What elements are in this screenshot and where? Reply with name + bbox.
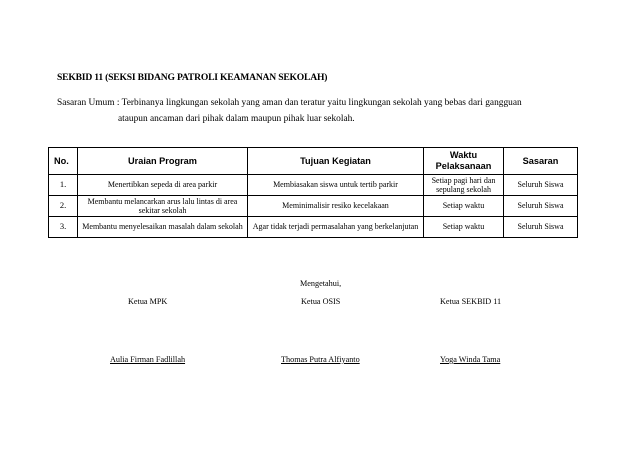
general-goal-line2: ataupun ancaman dari pihak dalam maupun pihak luar sekolah. (118, 114, 355, 124)
osis-title: Ketua OSIS (301, 297, 341, 306)
sekbid-title: Ketua SEKBID 11 (440, 297, 502, 306)
cell-time: Setiap waktu (424, 217, 504, 238)
cell-target: Seluruh Siswa (504, 175, 578, 196)
cell-program: Membantu menyelesaikan masalah dalam sekolah (78, 217, 248, 238)
osis-signatory-name (281, 355, 360, 364)
acknowledged-label: Mengetahui, (300, 279, 342, 288)
cell-no: 3. (49, 217, 78, 238)
header-time: Waktu Pelaksanaan (424, 148, 504, 175)
cell-time: Setiap pagi hari dan sepulang sekolah (424, 175, 504, 196)
cell-purpose: Membiasakan siswa untuk tertib parkir (248, 175, 424, 196)
header-target: Sasaran (504, 148, 578, 175)
mpk-title: Ketua MPK (128, 297, 168, 306)
cell-purpose: Agar tidak terjadi permasalahan yang berkelanjutan (248, 217, 424, 238)
header-program: Uraian Program (78, 148, 248, 175)
program-table (48, 147, 578, 238)
table-header-row (49, 148, 578, 175)
cell-time: Setiap waktu (424, 196, 504, 217)
general-goal-line1: Sasaran Umum : Terbinanya lingkungan sekolah yang aman dan teratur yaitu lingkungan sekolah yang bebas dari gangguan (57, 98, 522, 108)
header-purpose: Tujuan Kegiatan (248, 148, 424, 175)
table-row (49, 217, 578, 238)
mpk-signatory-name (110, 355, 185, 364)
cell-no: 1. (49, 175, 78, 196)
cell-program: Membantu melancarkan arus lalu lintas di area sekitar sekolah (78, 196, 248, 217)
mpk-name: Aulia Firman Fadlillah (110, 355, 186, 364)
osis-name: Thomas Putra Alfiyanto (281, 355, 360, 364)
general-goal (57, 95, 597, 127)
header-no: No. (49, 148, 78, 175)
sekbid-name: Yoga Winda Tama (440, 355, 501, 364)
cell-purpose: Meminimalisir resiko kecelakaan (248, 196, 424, 217)
cell-target: Seluruh Siswa (504, 196, 578, 217)
cell-program: Menertibkan sepeda di area parkir (78, 175, 248, 196)
cell-no: 2. (49, 196, 78, 217)
cell-target: Seluruh Siswa (504, 217, 578, 238)
table-row (49, 175, 578, 196)
table-row (49, 196, 578, 217)
document-heading: SEKBID 11 (SEKSI BIDANG PATROLI KEAMANAN SEKOLAH) (57, 72, 328, 83)
sekbid-signatory-name (440, 355, 500, 364)
